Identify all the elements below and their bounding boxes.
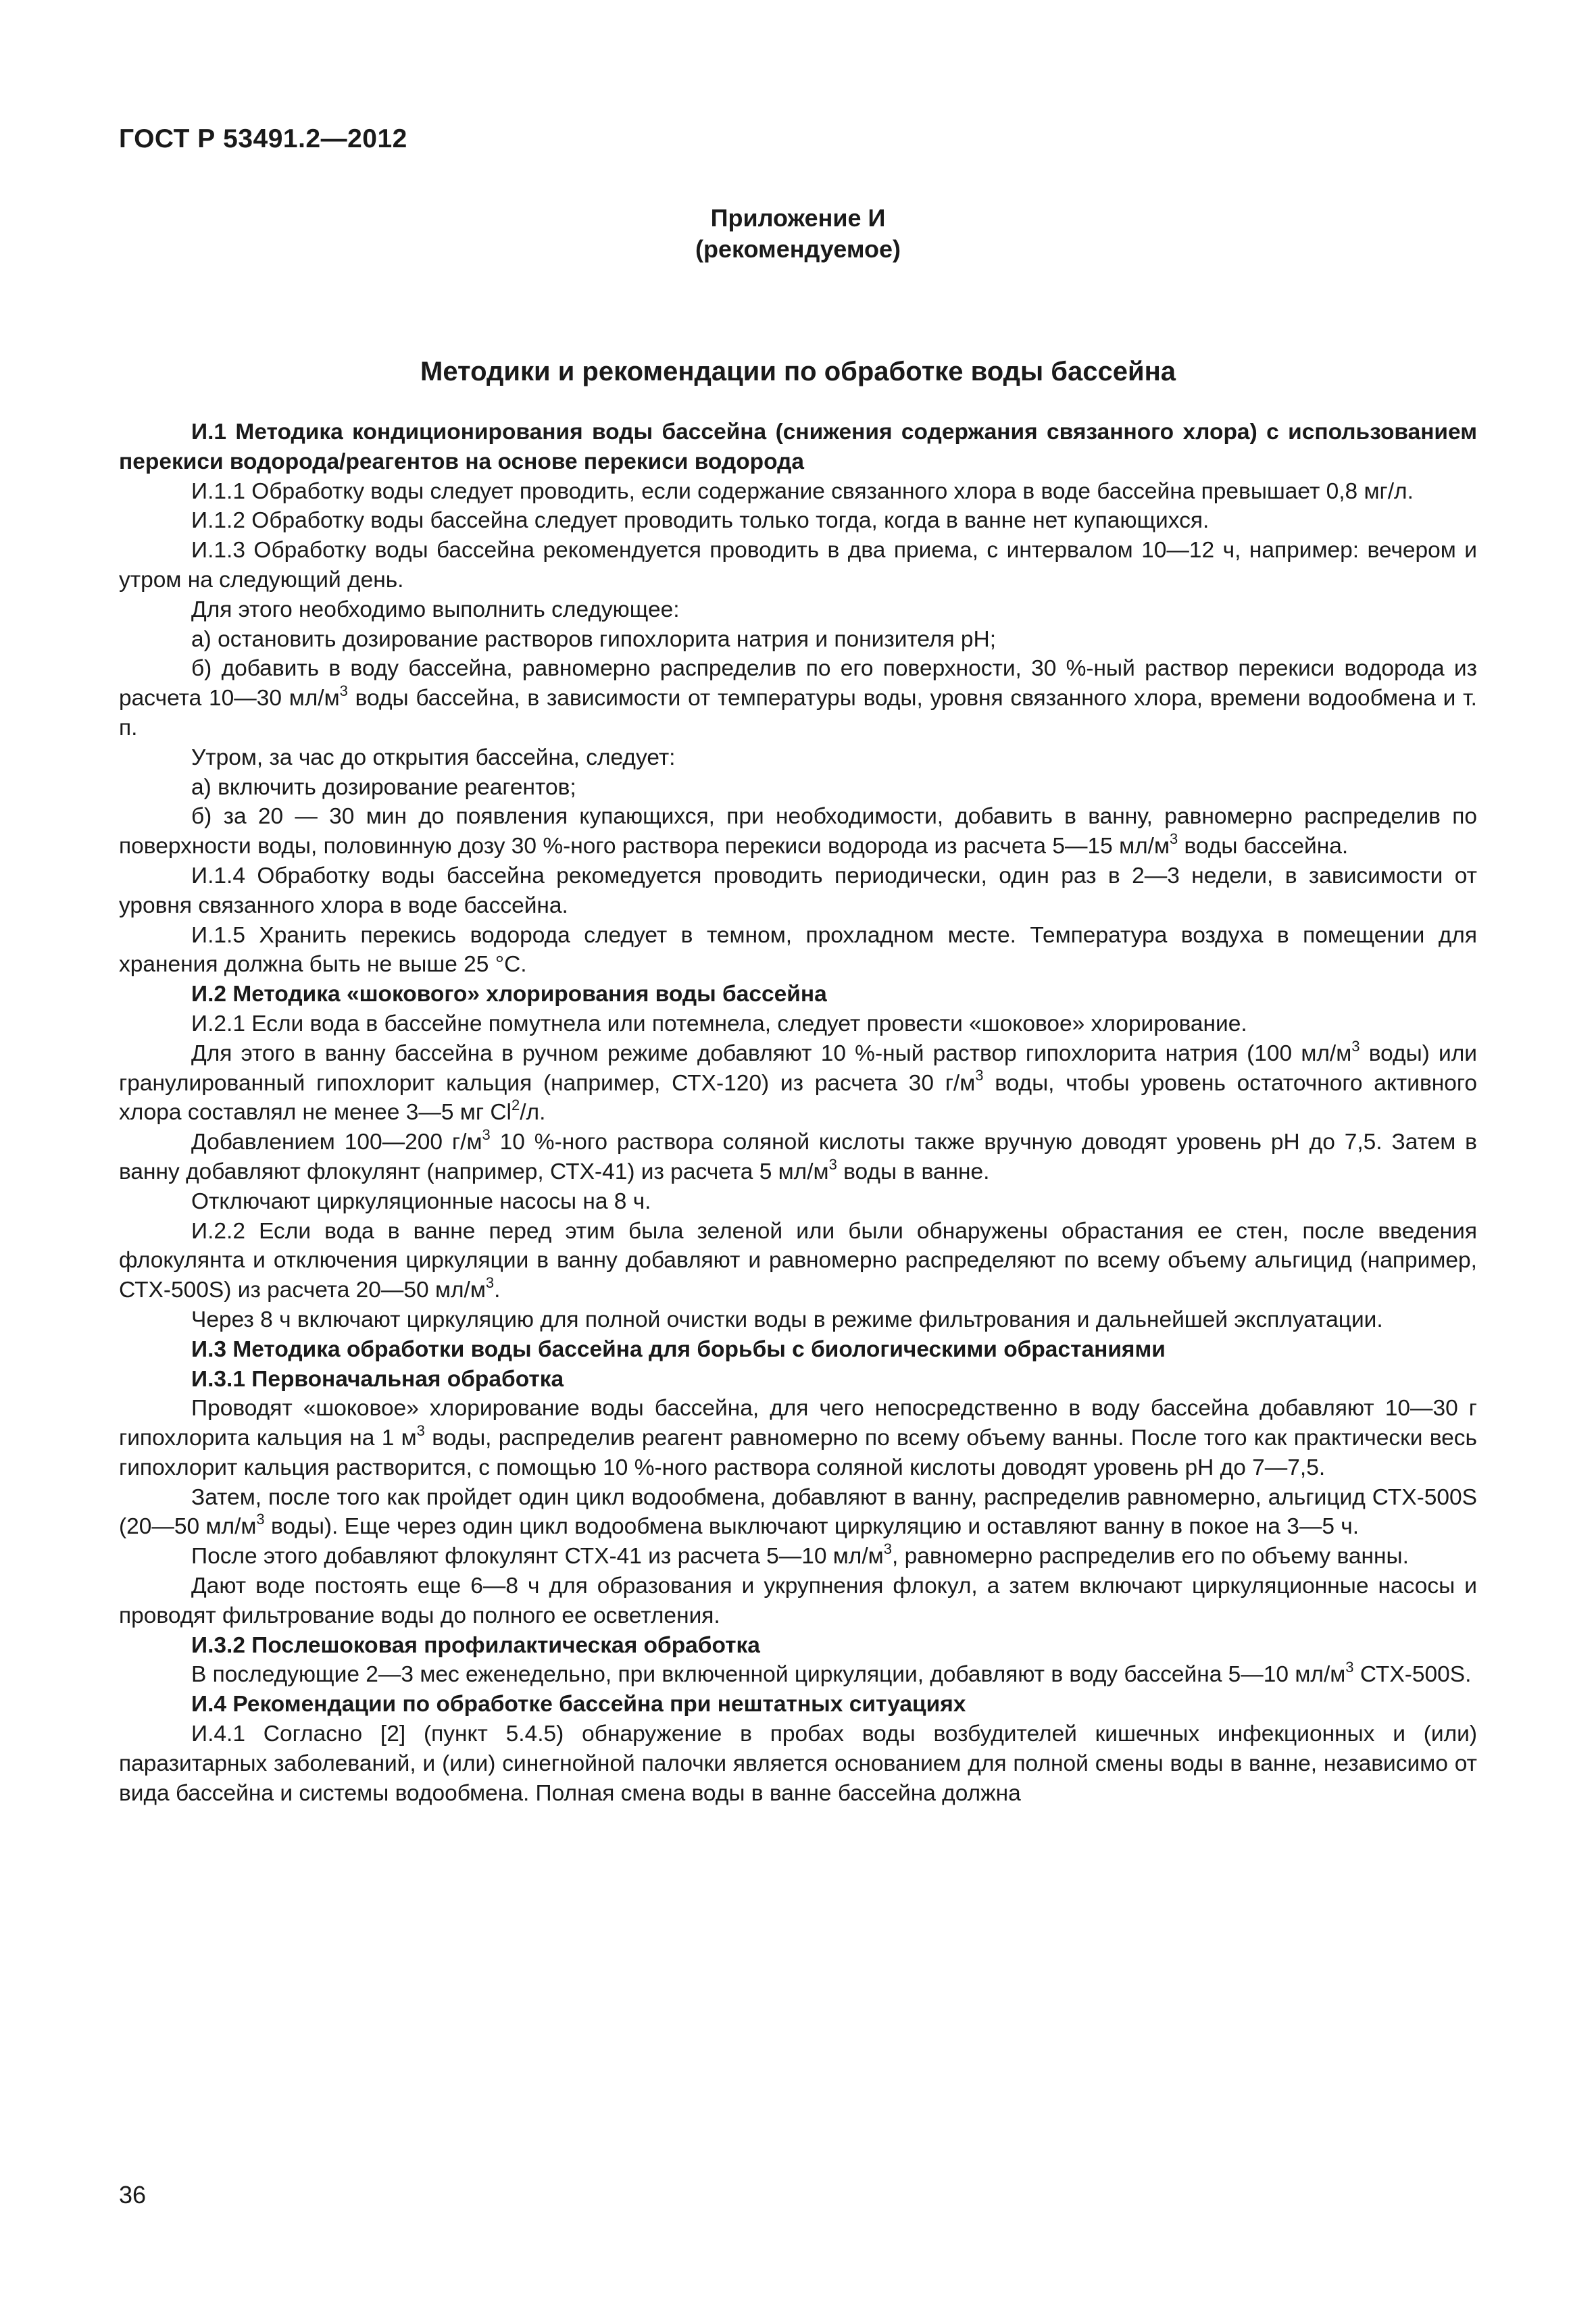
superscript: 3 [1170, 830, 1178, 847]
document-body [119, 418, 1477, 1808]
paragraph-2-2 [119, 1217, 1477, 1305]
main-title: Методики и рекомендации по обработке воды бассейна [420, 357, 1176, 386]
text-run: После этого добавляют флокулянт СТХ-41 из расчета 5—10 мл/м [191, 1544, 884, 1569]
text-run: воды, чтобы уровень остаточного активного хлора составлял не менее 3—5 мг Cl [119, 1070, 1477, 1126]
paragraph-2-1-dosing [119, 1039, 1477, 1128]
paragraph-2-1-ph [119, 1128, 1477, 1187]
text-run: воды бассейна, в зависимости от температуры воды, уровня связанного хлора, времени водообмена и т. п. [119, 686, 1477, 740]
paragraph-2-1-pumps: Отключают циркуляционные насосы на 8 ч. [191, 1188, 651, 1214]
superscript: 3 [256, 1511, 265, 1528]
text-run: б) за 20 — 30 мин до появления купающихся, при необходимости, добавить в ванну, равномерно распределив по поверхности воды, половинную дозу 30 %-ного раствора перекиси водорода из расчета 5—15 мл/м [119, 804, 1477, 859]
paragraph-1-5: И.1.5 Хранить перекись водорода следует в темном, прохладном месте. Температура воздуха в помещении для хранения должна быть не выше 25 °С. [119, 922, 1477, 978]
paragraph-3-1-shock [119, 1394, 1477, 1482]
list-item-1-3-b [119, 654, 1477, 743]
superscript: 3 [416, 1422, 425, 1439]
text-run: /л. [520, 1100, 546, 1126]
superscript: 3 [1351, 1037, 1360, 1055]
text-run: воды). Еще через один цикл водообмена выключают циркуляцию и оставляют ванну в покое на 3—5 ч. [264, 1514, 1360, 1540]
text-run: воды, распределив реагент равномерно по всему объему ванны. После того как практически весь гипохлорит кальция растворится, с помощью 10 %-ного раствора соляной кислоты доводят уровень pH до 7—7,5. [119, 1426, 1478, 1480]
superscript: 3 [1345, 1659, 1354, 1676]
text-run: Проводят «шоковое» хлорирование воды бассейна, для чего непосредственно в воду бассейна добавляют 10—30 г гипохлорита кальция на 1 м [119, 1396, 1477, 1451]
paragraph-1-4: И.1.4 Обработку воды бассейна рекомедуется проводить периодически, один раз в 2—3 недели, в зависимости от уровня связанного хлора в воде бассейна. [119, 863, 1477, 918]
paragraph-3-1-filtration: Дают воде постоять еще 6—8 ч для образования и укрупнения флокул, а затем включают циркуляционные насосы и проводят фильтрование воды до полного ее осветления. [119, 1574, 1477, 1628]
superscript: 3 [339, 682, 348, 700]
paragraph-1-3-intro: Для этого необходимо выполнить следующее: [191, 597, 680, 622]
text-run: Для этого в ванну бассейна в ручном режиме добавляют 10 %-ный раствор гипохлорита натрия (100 мл/м [191, 1040, 1352, 1066]
paragraph-1-2: И.1.2 Обработку воды бассейна следует проводить только тогда, когда в ванне нет купающихся. [191, 508, 1210, 534]
standard-code: ГОСТ Р 53491.2—2012 [119, 124, 407, 153]
paragraph-4-1: И.4.1 Согласно [2] (пункт 5.4.5) обнаружение в пробах воды возбудителей кишечных инфекционных и (или) паразитарных заболеваний, и (или) синегнойной палочки является основанием для полной смены воды в ванне, независимо от вида бассейна и системы водообмена. Полная смена воды в ванне бассейна должна [119, 1721, 1477, 1806]
paragraph-3-1-flocculant [119, 1542, 1477, 1571]
text-run: воды в ванне. [837, 1159, 990, 1184]
text-run: . [494, 1278, 501, 1303]
list-item-1-3-morning-b [119, 802, 1477, 861]
section-heading-3: И.3 Методика обработки воды бассейна для борьбы с биологическими обрастаниями [191, 1336, 1166, 1362]
superscript: 3 [828, 1155, 837, 1173]
section-heading-1: И.1 Методика кондиционирования воды бассейна (снижения содержания связанного хлора) с использованием перекиси водорода/реагентов на основе перекиси водорода [119, 420, 1477, 474]
text-run: В последующие 2—3 мес еженедельно, при включенной циркуляции, добавляют в воду бассейна 5—10 мл/м [191, 1662, 1346, 1688]
section-heading-4: И.4 Рекомендации по обработке бассейна при нештатных ситуациях [191, 1692, 966, 1717]
appendix-title: Приложение И [710, 204, 886, 232]
paragraph-2-1: И.2.1 Если вода в бассейне помутнела или потемнела, следует провести «шоковое» хлорирование. [191, 1011, 1247, 1036]
superscript: 3 [975, 1067, 984, 1084]
list-item-1-3-morning-a: а) включить дозирование реагентов; [191, 774, 576, 800]
subsection-heading-3-2: И.3.2 Послешоковая профилактическая обработка [191, 1632, 760, 1658]
paragraph-1-1: И.1.1 Обработку воды следует проводить, если содержание связанного хлора в воде бассейна превышает 0,8 мг/л. [191, 478, 1414, 504]
paragraph-1-3-morning: Утром, за час до открытия бассейна, следует: [191, 745, 676, 770]
text-run: 10 %-ного раствора соляной кислоты также вручную доводят уровень pH до 7,5. Затем в ванну добавляют флокулянт (например, СТХ-41) из расчета 5 мл/м [119, 1130, 1477, 1184]
list-item-1-3-a: а) остановить дозирование растворов гипохлорита натрия и понизителя pH; [191, 626, 997, 652]
text-run: воды бассейна. [1178, 834, 1349, 859]
paragraph-2-2-circulation: Через 8 ч включают циркуляцию для полной очистки воды в режиме фильтрования и дальнейшей эксплуатации. [191, 1307, 1383, 1332]
text-run: б) добавить в воду бассейна, равномерно распределив по его поверхности, 30 %-ный раствор перекиси водорода из расчета 10—30 мл/м [119, 656, 1477, 711]
text-run: СТХ-500S. [1353, 1662, 1472, 1688]
text-run: воды) или гранулированный гипохлорит кальция (например, СТХ-120) из расчета 30 г/м [119, 1040, 1478, 1096]
superscript: 3 [482, 1126, 491, 1143]
paragraph-3-1-algicide [119, 1483, 1477, 1542]
page-number: 36 [119, 2181, 147, 2209]
paragraph-3-2 [119, 1660, 1477, 1690]
section-heading-2: И.2 Методика «шокового» хлорирования воды бассейна [191, 982, 827, 1007]
text-run: Затем, после того как пройдет один цикл водообмена, добавляют в ванну, распределив равномерно, альгицид СТХ-500S (20—50 мл/м [119, 1484, 1477, 1540]
appendix-status: (рекомендуемое) [695, 235, 901, 263]
paragraph-1-3: И.1.3 Обработку воды бассейна рекомендуется проводить в два приема, с интервалом 10—12 ч, например: вечером и утром на следующий день. [119, 538, 1477, 593]
text-run: Добавлением 100—200 г/м [191, 1130, 482, 1155]
superscript: 3 [485, 1274, 495, 1291]
superscript: 3 [883, 1540, 892, 1558]
text-run: И.2.2 Если вода в ванне перед этим была зеленой или были обнаружены обрастания ее стен, после введения флокулянта и отключения циркуляции в ванну добавляют и равномерно распределяют по всему объему альгицид (например, СТХ-500S) из расчета 20—50 мл/м [119, 1218, 1477, 1303]
subsection-heading-3-1: И.3.1 Первоначальная обработка [191, 1366, 564, 1392]
text-run: , равномерно распределив его по объему ванны. [891, 1544, 1409, 1569]
superscript: 2 [511, 1097, 520, 1114]
